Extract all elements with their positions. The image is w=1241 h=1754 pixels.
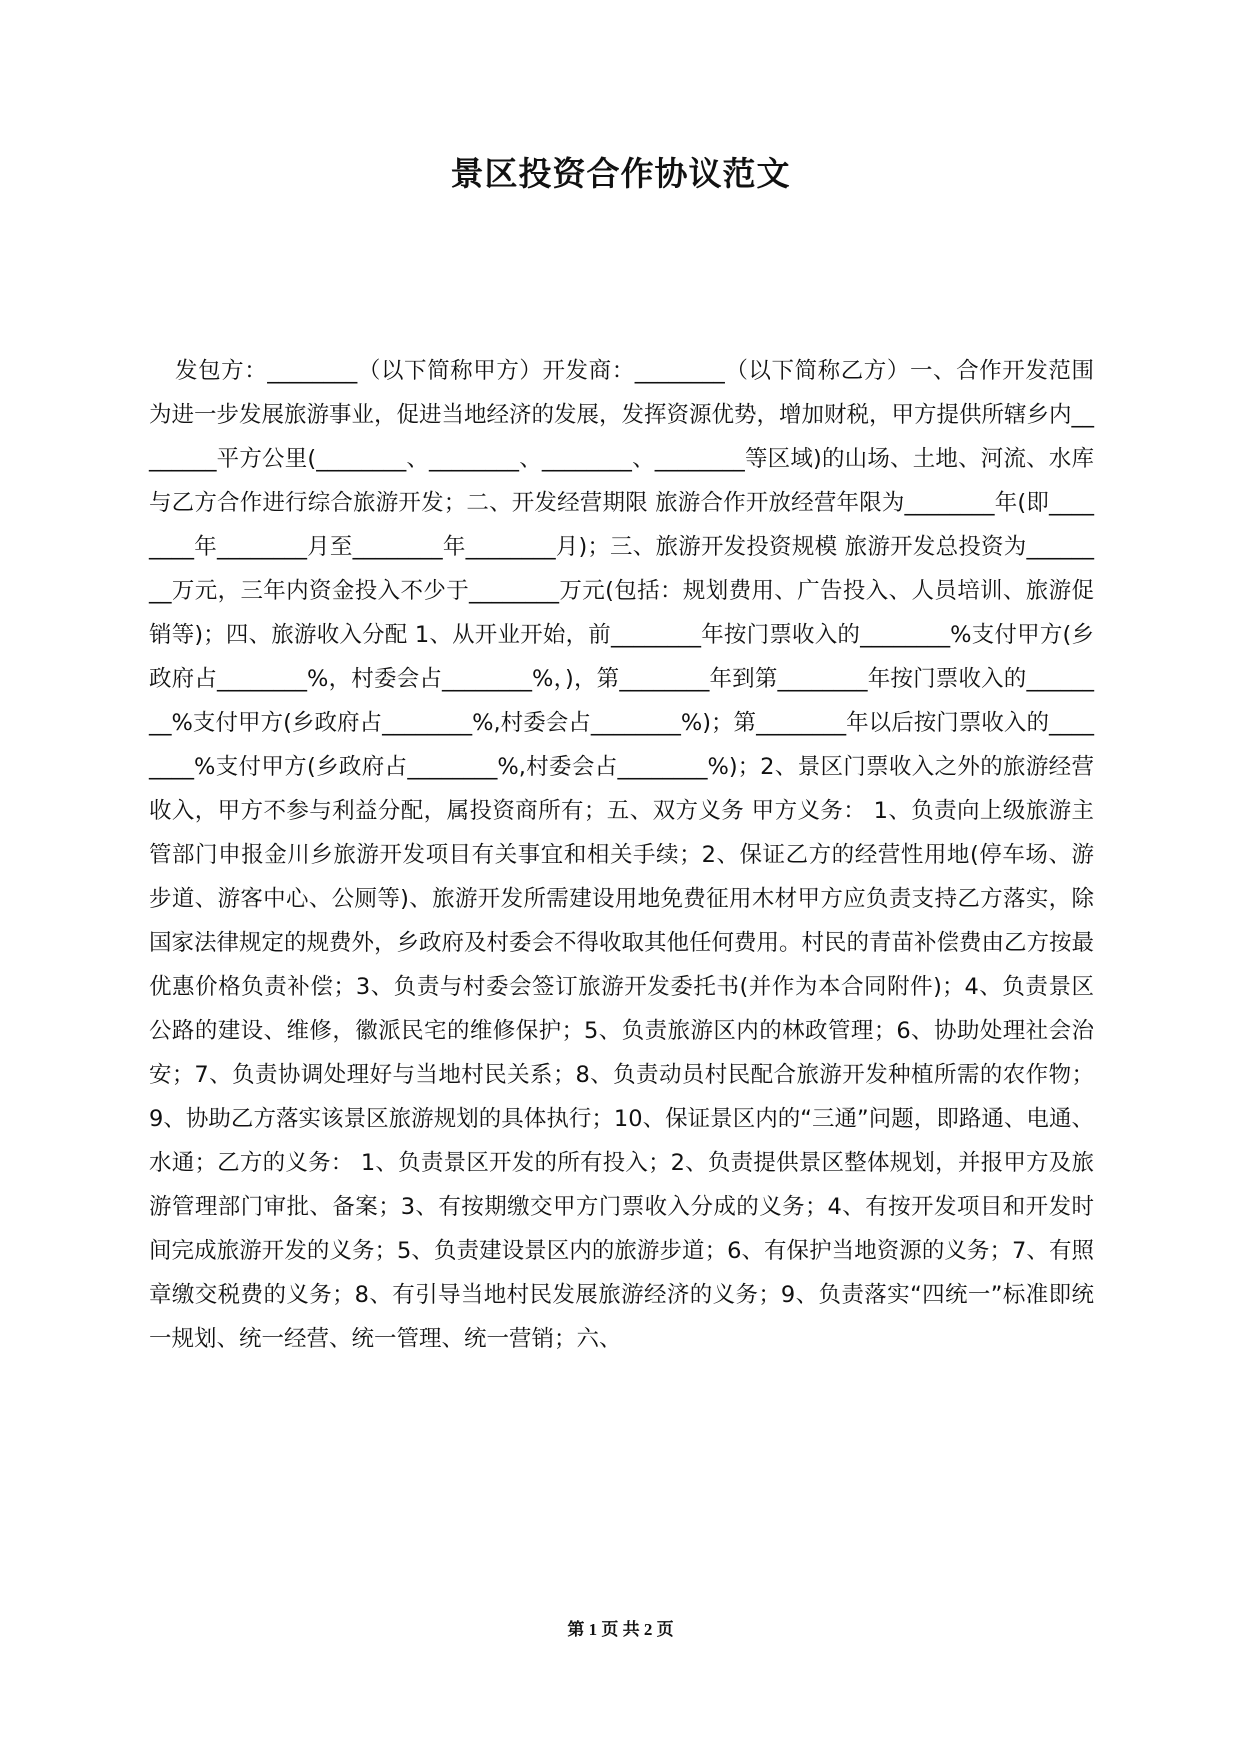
- document-title: 景区投资合作协议范文: [450, 154, 791, 193]
- document-body: 发包方：________（以下简称甲方）开发商：________（以下简称乙方）一、合作开发范围 为进一步发展旅游事业，促进当地经济的发展，发挥资源优势，增加财税，甲方提供所辖乡内________平方公里(________、________、________、________等区域)的山场、土地、河流、水库与乙方合作进行综合旅游开发；二、开发经营期限 旅游合作开放经营年限为________年(即________年________月至________年________月)；三、旅游开发投资规模 旅游开发总投资为________万元，三年内资金投入不少于________万元(包括：规划费用、广告投入、人员培训、旅游促销等)；四、旅游收入分配 1、从开业开始，前________年按门票收入的________%支付甲方(乡政府占________%，村委会占________%，)，第________年到第________年按门票收入的________%支付甲方(乡政府占________%,村委会占________%)；第________年以后按门票收入的________%支付甲方(乡政府占________%,村委会占________%)；2、景区门票收入之外的旅游经营收入，甲方不参与利益分配，属投资商所有；五、双方义务 甲方义务： 1、负责向上级旅游主管部门申报金川乡旅游开发项目有关事宜和相关手续；2、保证乙方的经营性用地(停车场、游步道、游客中心、公厕等)、旅游开发所需建设用地免费征用木材甲方应负责支持乙方落实，除国家法律规定的规费外，乡政府及村委会不得收取其他任何费用。村民的青苗补偿费由乙方按最优惠价格负责补偿；3、负责与村委会签订旅游开发委托书(并作为本合同附件)；4、负责景区公路的建设、维修，徽派民宅的维修保护；5、负责旅游区内的林政管理；6、协助处理社会治安；7、负责协调处理好与当地村民关系；8、负责动员村民配合旅游开发种植所需的农作物；9、协助乙方落实该景区旅游规划的具体执行；10、保证景区内的“三通”问题，即路通、电通、水通；乙方的义务： 1、负责景区开发的所有投入；2、负责提供景区整体规划，并报甲方及旅游管理部门审批、备案；3、有按期缴交甲方门票收入分成的义务；4、有按开发项目和开发时间完成旅游开发的义务；5、负责建设景区内的旅游步道；6、有保护当地资源的义务；7、有照章缴交税费的义务；8、有引导当地村民发展旅游经济的义务；9、负责落实“四统一”标准即统一规划、统一经营、统一管理、统一营销；六、: [149, 358, 1095, 1352]
- page-indicator: 第 1 页 共 2 页: [567, 1620, 674, 1639]
